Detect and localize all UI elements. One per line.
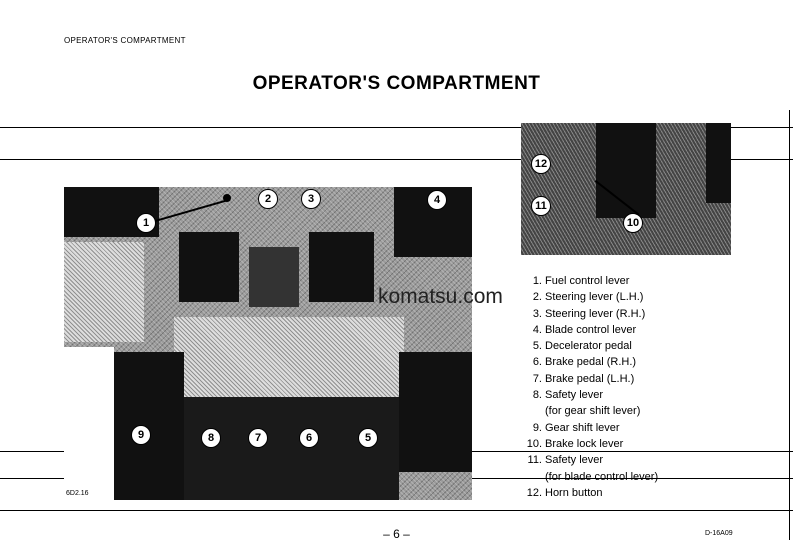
- rule-line-vertical: [789, 110, 790, 540]
- legend-number: 3.: [532, 307, 542, 320]
- legend-text: Brake pedal (L.H.): [545, 372, 635, 385]
- legend-number: 6.: [532, 356, 542, 369]
- legend-number: 9.: [532, 421, 542, 434]
- legend-text: Steering lever (L.H.): [545, 291, 644, 304]
- legend-text: Blade control lever: [545, 323, 637, 336]
- legend-text: Horn button: [545, 486, 603, 499]
- legend-item: [520, 338, 658, 354]
- callout-dot: [223, 194, 231, 202]
- legend-number: 5.: [532, 340, 542, 353]
- legend-number: 7.: [532, 372, 542, 385]
- legend-text: Brake pedal (R.H.): [545, 356, 637, 369]
- callout-10: 10: [623, 213, 643, 233]
- legend-item: [520, 485, 658, 501]
- legend-text: Safety lever: [545, 454, 604, 467]
- legend-item: [520, 387, 658, 403]
- legend-subtext: (for blade control lever): [545, 470, 659, 483]
- page-title: OPERATOR'S COMPARTMENT: [252, 73, 541, 94]
- photo-code: 6D2.16: [66, 490, 89, 497]
- legend-item: [520, 306, 658, 322]
- callout-3: 3: [301, 189, 321, 209]
- legend-item: [520, 420, 658, 436]
- callout-11: 11: [531, 196, 551, 216]
- legend-item: [520, 436, 658, 452]
- callout-9: 9: [131, 425, 151, 445]
- legend-number: 12.: [526, 486, 542, 499]
- legend-item: [520, 371, 658, 387]
- legend-number: 8.: [532, 389, 542, 402]
- parts-legend: [520, 273, 658, 501]
- legend-text: Steering lever (R.H.): [545, 307, 646, 320]
- callout-7: 7: [248, 428, 268, 448]
- callout-8: 8: [201, 428, 221, 448]
- legend-subtext: (for gear shift lever): [545, 405, 641, 418]
- legend-text: Decelerator pedal: [545, 340, 632, 353]
- page-number: – 6 –: [383, 527, 410, 541]
- legend-number: 4.: [532, 323, 542, 336]
- legend-item: [520, 273, 658, 289]
- inset-photo: [521, 123, 731, 255]
- legend-item: [520, 322, 658, 338]
- operator-compartment-photo: [64, 187, 472, 500]
- callout-5: 5: [358, 428, 378, 448]
- callout-4: 4: [427, 190, 447, 210]
- legend-number: 10.: [526, 437, 542, 450]
- running-header: OPERATOR'S COMPARTMENT: [64, 36, 186, 45]
- legend-item: [520, 354, 658, 370]
- legend-number: 1.: [532, 275, 542, 287]
- callout-2: 2: [258, 189, 278, 209]
- legend-text: Fuel control lever: [545, 275, 630, 287]
- document-code: D-16A09: [705, 530, 733, 537]
- callout-6: 6: [299, 428, 319, 448]
- legend-number: 11.: [527, 454, 542, 467]
- rule-line: [0, 510, 793, 511]
- legend-text: Safety lever: [545, 389, 604, 402]
- legend-item: [520, 289, 658, 305]
- callout-12: 12: [531, 154, 551, 174]
- legend-number: 2.: [532, 291, 542, 304]
- legend-item: [520, 452, 658, 468]
- callout-1: 1: [136, 213, 156, 233]
- legend-text: Gear shift lever: [545, 421, 620, 434]
- legend-text: Brake lock lever: [545, 437, 624, 450]
- watermark: komatsu.com: [378, 285, 503, 308]
